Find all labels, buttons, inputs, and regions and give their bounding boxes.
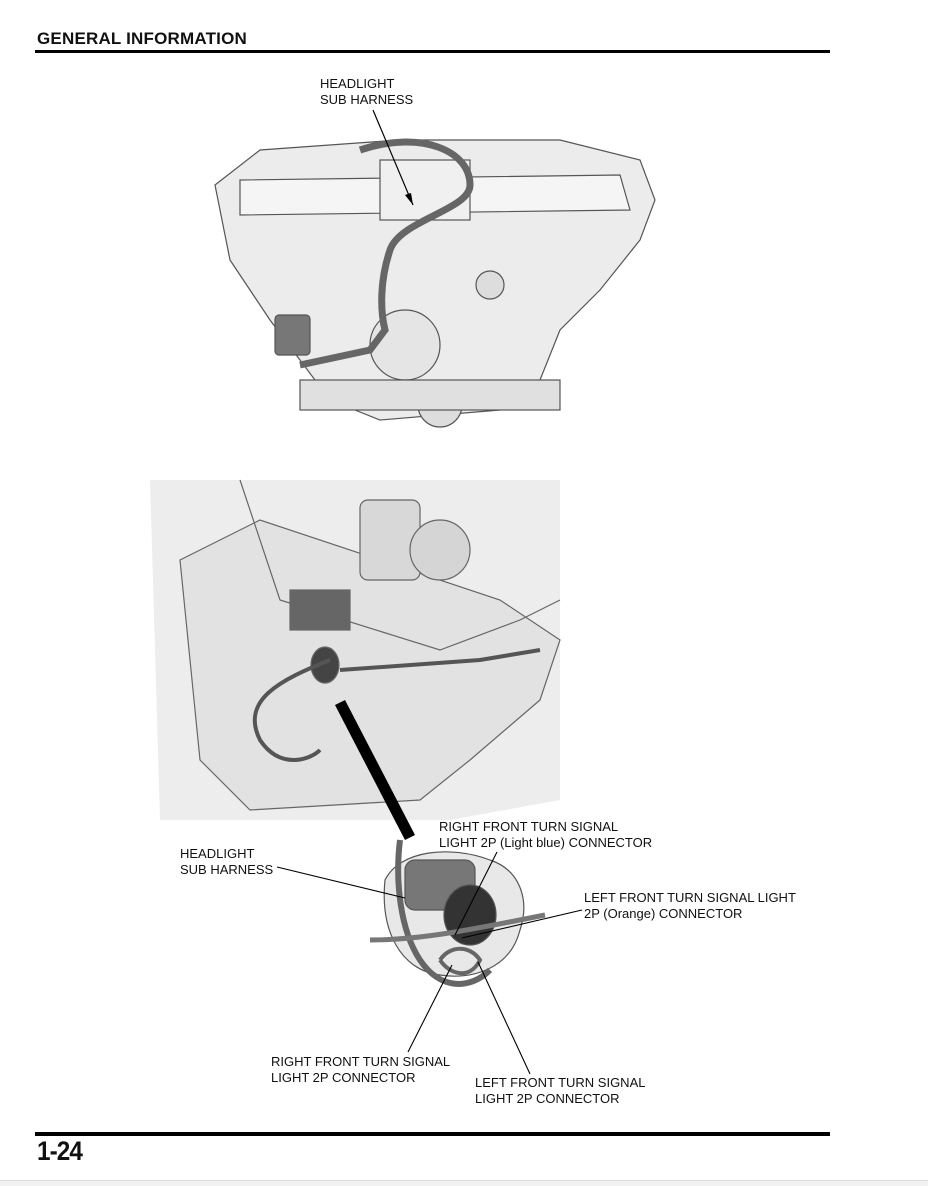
page-bottom-edge xyxy=(0,1180,928,1186)
label-line: LIGHT 2P (Light blue) CONNECTOR xyxy=(439,835,653,850)
label-headlight-sub-harness-top xyxy=(320,76,413,108)
footer-rule xyxy=(35,1132,830,1136)
label-line: HEADLIGHT xyxy=(320,76,395,91)
label-line: LEFT FRONT TURN SIGNAL LIGHT xyxy=(584,890,796,905)
headlight-assembly-illustration xyxy=(215,140,655,427)
label-line: 2P (Orange) CONNECTOR xyxy=(584,906,743,921)
page-number: 1-24 xyxy=(37,1136,83,1166)
label-line: LEFT FRONT TURN SIGNAL xyxy=(475,1075,646,1090)
label-line: RIGHT FRONT TURN SIGNAL xyxy=(439,819,619,834)
connector-detail-illustration xyxy=(370,840,545,984)
label-line: LIGHT 2P CONNECTOR xyxy=(271,1070,416,1085)
label-line: LIGHT 2P CONNECTOR xyxy=(475,1091,620,1106)
section-title: GENERAL INFORMATION xyxy=(37,29,247,48)
label-headlight-sub-harness-bottom xyxy=(180,846,273,878)
label-right-front-2p-connector xyxy=(271,1054,450,1086)
label-right-front-light-blue-connector xyxy=(439,819,652,851)
label-line: RIGHT FRONT TURN SIGNAL xyxy=(271,1054,451,1069)
label-line: SUB HARNESS xyxy=(320,92,414,107)
vehicle-front-photo-illustration xyxy=(150,480,560,820)
label-left-front-2p-connector xyxy=(475,1075,645,1107)
label-line: HEADLIGHT xyxy=(180,846,255,861)
label-line: SUB HARNESS xyxy=(180,862,274,877)
label-left-front-orange-connector xyxy=(584,890,796,922)
